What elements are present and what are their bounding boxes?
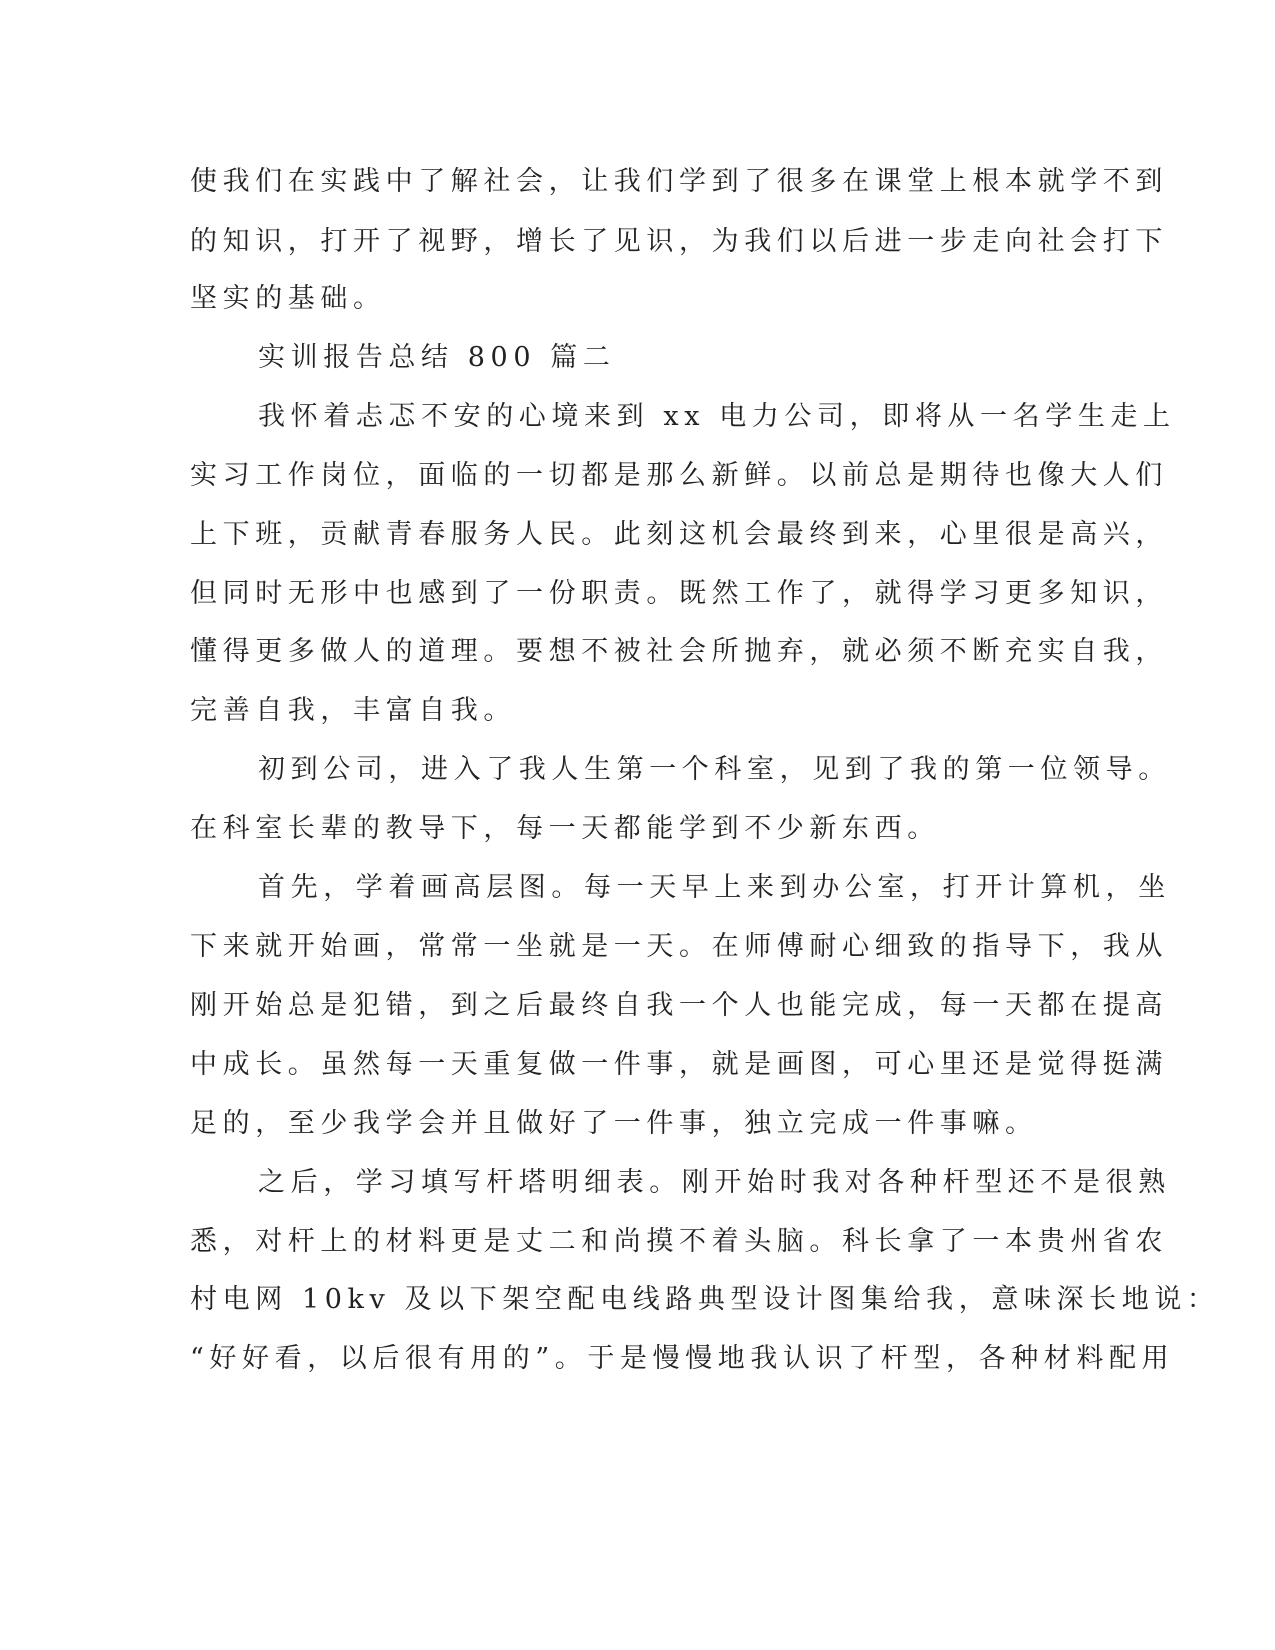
text-line: 下来就开始画，常常一坐就是一天。在师傅耐心细致的指导下，我从 bbox=[190, 931, 1168, 962]
text-line: 中成长。虽然每一天重复做一件事，就是画图，可心里还是觉得挺满 bbox=[190, 1049, 1168, 1080]
text-line: 完善自我，丰富自我。 bbox=[190, 695, 516, 726]
text-line: 的知识，打开了视野，增长了见识，为我们以后进一步走向社会打下 bbox=[190, 226, 1168, 257]
text-line: 足的，至少我学会并且做好了一件事，独立完成一件事嘛。 bbox=[190, 1108, 1038, 1139]
text-line: 懂得更多做人的道理。要想不被社会所抛弃，就必须不断充实自我， bbox=[190, 636, 1168, 667]
text-line: 实习工作岗位，面临的一切都是那么新鲜。以前总是期待也像大人们 bbox=[190, 460, 1168, 491]
text-line: 上下班，贡献青春服务人民。此刻这机会最终到来，心里很是高兴， bbox=[190, 519, 1168, 550]
text-line: “好好看，以后很有用的”。于是慢慢地我认识了杆型，各种材料配用 bbox=[190, 1343, 1175, 1374]
paragraph-first-line: 首先，学着画高层图。每一天早上来到办公室，打开计算机，坐 bbox=[258, 872, 1171, 903]
text-line: 使我们在实践中了解社会，让我们学到了很多在课堂上根本就学不到 bbox=[190, 166, 1168, 197]
text-line: 坚实的基础。 bbox=[190, 283, 386, 314]
paragraph-first-line: 我怀着忐忑不安的心境来到 xx 电力公司，即将从一名学生走上 bbox=[258, 401, 1176, 432]
text-line: 但同时无形中也感到了一份职责。既然工作了，就得学习更多知识， bbox=[190, 578, 1168, 609]
paragraph-first-line: 初到公司，进入了我人生第一个科室，见到了我的第一位领导。 bbox=[258, 754, 1171, 785]
paragraph-first-line: 之后，学习填写杆塔明细表。刚开始时我对各种杆型还不是很熟 bbox=[258, 1167, 1171, 1198]
text-line: 刚开始总是犯错，到之后最终自我一个人也能完成，每一天都在提高 bbox=[190, 990, 1168, 1021]
text-line: 村电网 10kv 及以下架空配电线路典型设计图集给我，意味深长地说： bbox=[190, 1284, 1220, 1315]
section-heading: 实训报告总结 800 篇二 bbox=[258, 342, 616, 373]
text-line: 悉，对杆上的材料更是丈二和尚摸不着头脑。科长拿了一本贵州省农 bbox=[190, 1226, 1168, 1257]
text-line: 在科室长辈的教导下，每一天都能学到不少新东西。 bbox=[190, 813, 940, 844]
